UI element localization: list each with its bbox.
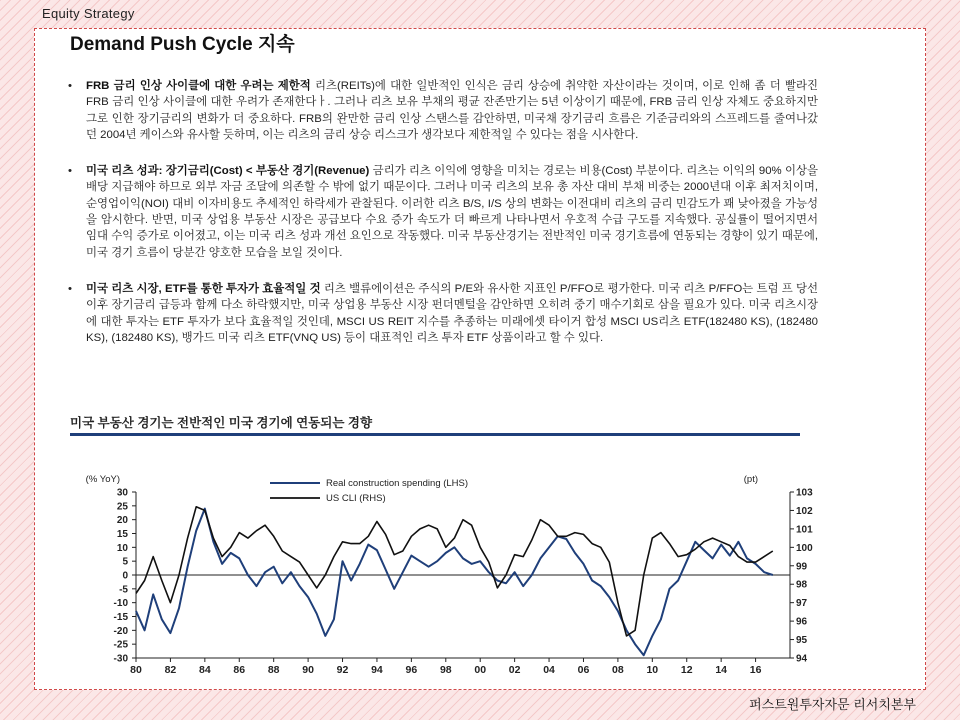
x-tick-label: 90 (302, 664, 314, 676)
series-line-construction-spending (136, 509, 773, 656)
y-tick-label-right: 98 (796, 579, 808, 591)
legend-label-construction: Real construction spending (LHS) (326, 478, 469, 489)
x-tick-label: 06 (577, 664, 590, 676)
page-title: Demand Push Cycle 지속 (70, 34, 295, 55)
line-chart (70, 436, 813, 682)
y-axis-right-label: (pt) (743, 474, 758, 485)
bullet-item (68, 281, 818, 346)
x-tick-label: 86 (233, 664, 246, 676)
y-tick-label-left: 5 (122, 556, 128, 568)
x-tick-label: 02 (508, 664, 521, 676)
x-tick-label: 82 (164, 664, 177, 676)
y-tick-label-left: -15 (113, 612, 128, 623)
chart-series (136, 507, 773, 655)
footer-label: 퍼스트원투자자문 리서치본부 (749, 697, 916, 712)
bullet-item (68, 78, 818, 143)
y-tick-label-left: 15 (116, 529, 128, 540)
x-tick-label: 80 (130, 664, 142, 676)
bullet-heading: 미국 리츠 성과: 장기금리(Cost) < 부동산 경기(Revenue) (86, 165, 370, 178)
x-tick-label: 94 (371, 664, 383, 676)
x-tick-label: 98 (439, 664, 452, 676)
x-tick-label: 08 (612, 664, 624, 676)
bullet-item (68, 163, 818, 261)
y-tick-label-left: 20 (116, 515, 128, 527)
y-tick-label-right: 97 (796, 598, 808, 610)
x-tick-label: 10 (646, 664, 659, 676)
x-tick-label: 84 (198, 664, 211, 676)
y-tick-label-right: 94 (796, 653, 808, 665)
y-tick-label-right: 102 (796, 505, 813, 517)
y-tick-label-left: 30 (116, 487, 128, 499)
x-tick-label: 92 (336, 664, 349, 676)
x-tick-label: 16 (749, 664, 762, 676)
section-label: Equity Strategy (42, 6, 135, 21)
y-tick-label-right: 100 (796, 542, 813, 554)
y-tick-label-right: 103 (796, 487, 813, 499)
bullet-body: 금리가 리츠 이익에 영향을 미치는 경로는 비용(Cost) 부분이다. 리츠는 이익의 90% 이상을 배당 지급해야 하므로 외부 자금 조달에 의존할 수 밖에 없기 때문이다. 그러나 미국 리츠의 보유 총 자산 대비 부채 비중는 2000년대 이후 최저치이며, 순영업이익(NOI) 대비 이자비용도 추세적인 하락세가 관찰된다. 이러한 리츠 B/S, I/S 상의 변화는 이전대비 리츠의 금리 민감도가 꽤 낮아졌을 가능성을 암시한다. 반면, 미국 상업용 부동산 시장은 공급보다 수요 증가 속도가 더 빠르게 나타나면서 우호적 수급 구도를 지속했다. 공실률이 떨어지면서 임대 수익 증가로 이어졌고, 이는 미국 리츠 성과 개선 요인으로 작동했다. 미국 부동산경기는 전반적인 미국 경기흐름에 연동되는 경향이 있기 때문에, 미국 경기 흐름이 당분간 양호한 모습을 보일 것이다. (86, 165, 818, 259)
y-tick-label-right: 99 (796, 561, 808, 573)
x-tick-label: 00 (474, 664, 487, 676)
y-tick-label-left: 25 (116, 501, 128, 513)
bullet-body: 리츠(REITs)에 대한 일반적인 인식은 금리 상승에 취약한 자산이라는 것이며, 이로 인해 좀 더 빨라진 FRB 금리 인상 사이클에 대한 우려가 존재한다ㅏ. 그러나 리츠 보유 부채의 평균 잔존만기는 5년 이상이기 때문에, FRB 금리 인상 자체도 중요하지만 그로 인한 장기금리의 변화가 더 중요하다. FRB의 완만한 금리 인상 스탠스를 감안하면, 미국채 장기금리 흐름은 기준금리와의 스프레드를 줄여나갔던 2004년 케이스와 유사할 듯하며, 이는 리츠의 금리 상승 리스크가 생각보다 제한적일 수 있다는 점을 시사한다. (86, 80, 818, 141)
bullet-dot: • (68, 80, 72, 92)
x-tick-label: 04 (543, 664, 555, 676)
chart-title: 미국 부동산 경기는 전반적인 미국 경기에 연동되는 경향 (70, 413, 800, 436)
y-tick-label-left: -5 (119, 584, 128, 596)
chart-legend (270, 478, 468, 504)
x-tick-label: 12 (680, 664, 693, 676)
y-tick-label-left: 0 (122, 570, 128, 582)
y-tick-label-left: -30 (113, 653, 128, 665)
x-tick-label: 88 (267, 664, 280, 676)
y-axis-left-label: (% YoY) (85, 474, 120, 485)
bullet-list (68, 78, 818, 364)
y-tick-label-left: -25 (113, 639, 128, 651)
y-tick-label-right: 96 (796, 616, 808, 628)
y-tick-label-left: -10 (113, 598, 128, 610)
bullet-dot: • (68, 282, 72, 295)
y-tick-label-left: 10 (116, 542, 128, 554)
bullet-heading: 미국 리츠 시장, ETF를 통한 투자가 효율적일 것 (86, 282, 321, 295)
bullet-body: 리츠 밸류에이션은 주식의 P/E와 유사한 지표인 P/FFO로 평가한다. 미국 리츠 P/FFO는 트럼 프 당선 이후 장기금리 급등과 함께 다소 하락했지만, 미국 상업용 부동산 시장 펀더멘털을 감안하면 오히려 중기 매수기회로 삼을 필요가 있다. 미국 리츠시장에 대한 투자는 ETF 투자가 보다 효율적일 것인데, MSCI US REIT 지수를 추종하는 미래에셋 타이거 합성 MSCI US리츠 ETF(182480 KS), (182480 KS), (182480 KS), 뱅가드 미국 리츠 ETF(VNQ US) 등이 대표적인 리츠 투자 ETF 상품이라고 할 수 있다. (86, 282, 818, 344)
bullet-dot: • (68, 165, 72, 178)
y-tick-label-right: 95 (796, 635, 808, 647)
bullet-heading: FRB 금리 인상 사이클에 대한 우려는 제한적 (86, 80, 311, 92)
y-tick-label-right: 101 (796, 524, 813, 536)
x-tick-label: 96 (405, 664, 418, 676)
series-line-us-cli (136, 507, 773, 636)
chart-axes (114, 488, 814, 677)
x-tick-label: 14 (715, 664, 728, 676)
y-tick-label-left: -20 (113, 625, 128, 637)
legend-label-cli: US CLI (RHS) (326, 493, 386, 504)
